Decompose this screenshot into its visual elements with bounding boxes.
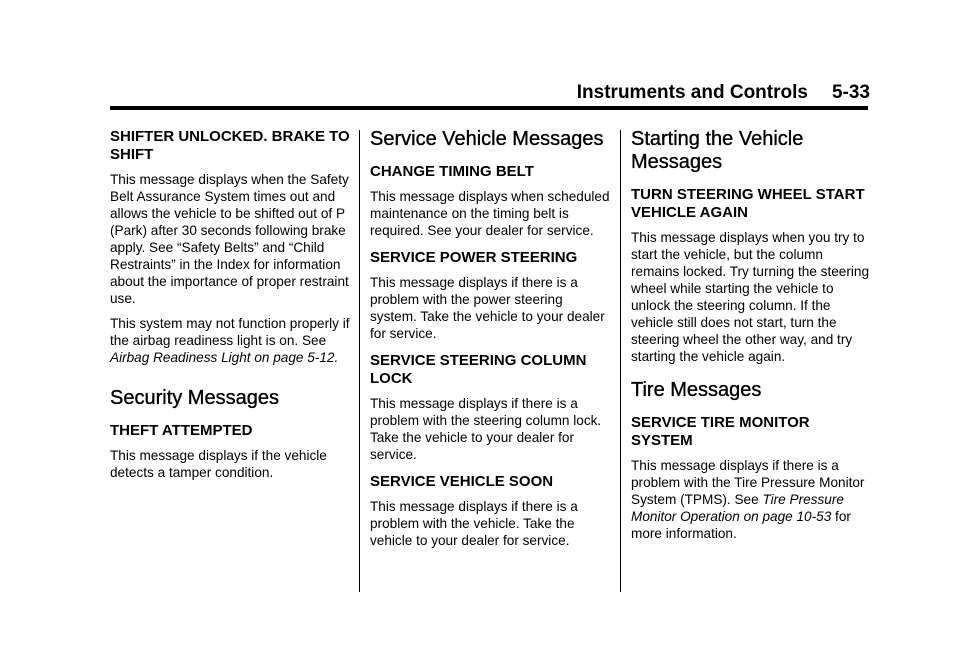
service-power-steering-heading: SERVICE POWER STEERING [370,249,578,266]
service-steering-column-lock-heading: SERVICE STEERING COLUMN LOCK [370,352,587,387]
change-timing-belt-paragraph: This message displays when scheduled maintenance on the timing belt is required. See your dealer for service. [370,189,610,238]
airbag-readiness-link[interactable]: Airbag Readiness Light on page 5-12. [110,350,339,365]
column-right [631,128,871,550]
service-tire-monitor-heading: SERVICE TIRE MONITOR SYSTEM [631,414,810,449]
turn-steering-wheel-paragraph: This message displays when you try to start the vehicle, but the column remains locked. Try turning the steering wheel while starting the vehicle to unlock the steering column. If the vehicle still does not start, turn the steering wheel the other way, and try starting the vehicle again. [631,230,870,364]
theft-attempted-heading: THEFT ATTEMPTED [110,422,253,439]
tire-pressure-monitor-link[interactable]: Tire Pressure Monitor Operation on page 10-53 [631,492,844,524]
service-steering-column-lock-paragraph: This message displays if there is a problem with the steering column lock. Take the vehicle to your dealer for service. [370,396,602,462]
theft-attempted-paragraph: This message displays if the vehicle detects a tamper condition. [110,448,327,480]
airbag-note-text: This system may not function properly if the airbag readiness light is on. See [110,316,350,348]
column-left [110,128,350,489]
security-messages-heading: Security Messages [110,387,279,409]
service-vehicle-soon-paragraph: This message displays if there is a problem with the vehicle. Take the vehicle to your dealer for service. [370,499,578,548]
tire-messages-heading: Tire Messages [631,379,762,401]
service-vehicle-messages-heading: Service Vehicle Messages [370,128,604,150]
column-divider [359,130,360,592]
tpms-tail-text: for more information. [631,509,851,541]
service-tire-monitor-paragraph [631,457,871,542]
shifter-unlocked-paragraph: This message displays when the Safety Belt Assurance System times out and allows the vehicle to be shifted out of P (Park) after 30 seconds following brake apply. See “Safety Belts” and “Child Restraints” in the Index for information about the importance of proper restraint use. [110,172,349,306]
starting-vehicle-messages-heading: Starting the Vehicle Messages [631,128,804,173]
shifter-unlocked-heading: SHIFTER UNLOCKED. BRAKE TO SHIFT [110,128,350,163]
service-power-steering-paragraph: This message displays if there is a problem with the power steering system. Take the vehicle to your dealer for service. [370,275,605,341]
change-timing-belt-heading: CHANGE TIMING BELT [370,163,534,180]
tpms-text: This message displays if there is a problem with the Tire Pressure Monitor System (TPMS). See [631,458,865,507]
airbag-note-paragraph [110,315,350,366]
page-header [577,82,870,104]
section-title: Instruments and Controls [576,82,808,103]
column-middle [370,128,610,557]
turn-steering-wheel-heading: TURN STEERING WHEEL START VEHICLE AGAIN [631,186,865,221]
column-divider [620,130,621,592]
service-vehicle-soon-heading: SERVICE VEHICLE SOON [370,473,554,490]
page-number: 5-33 [831,82,870,103]
header-rule [110,106,868,110]
